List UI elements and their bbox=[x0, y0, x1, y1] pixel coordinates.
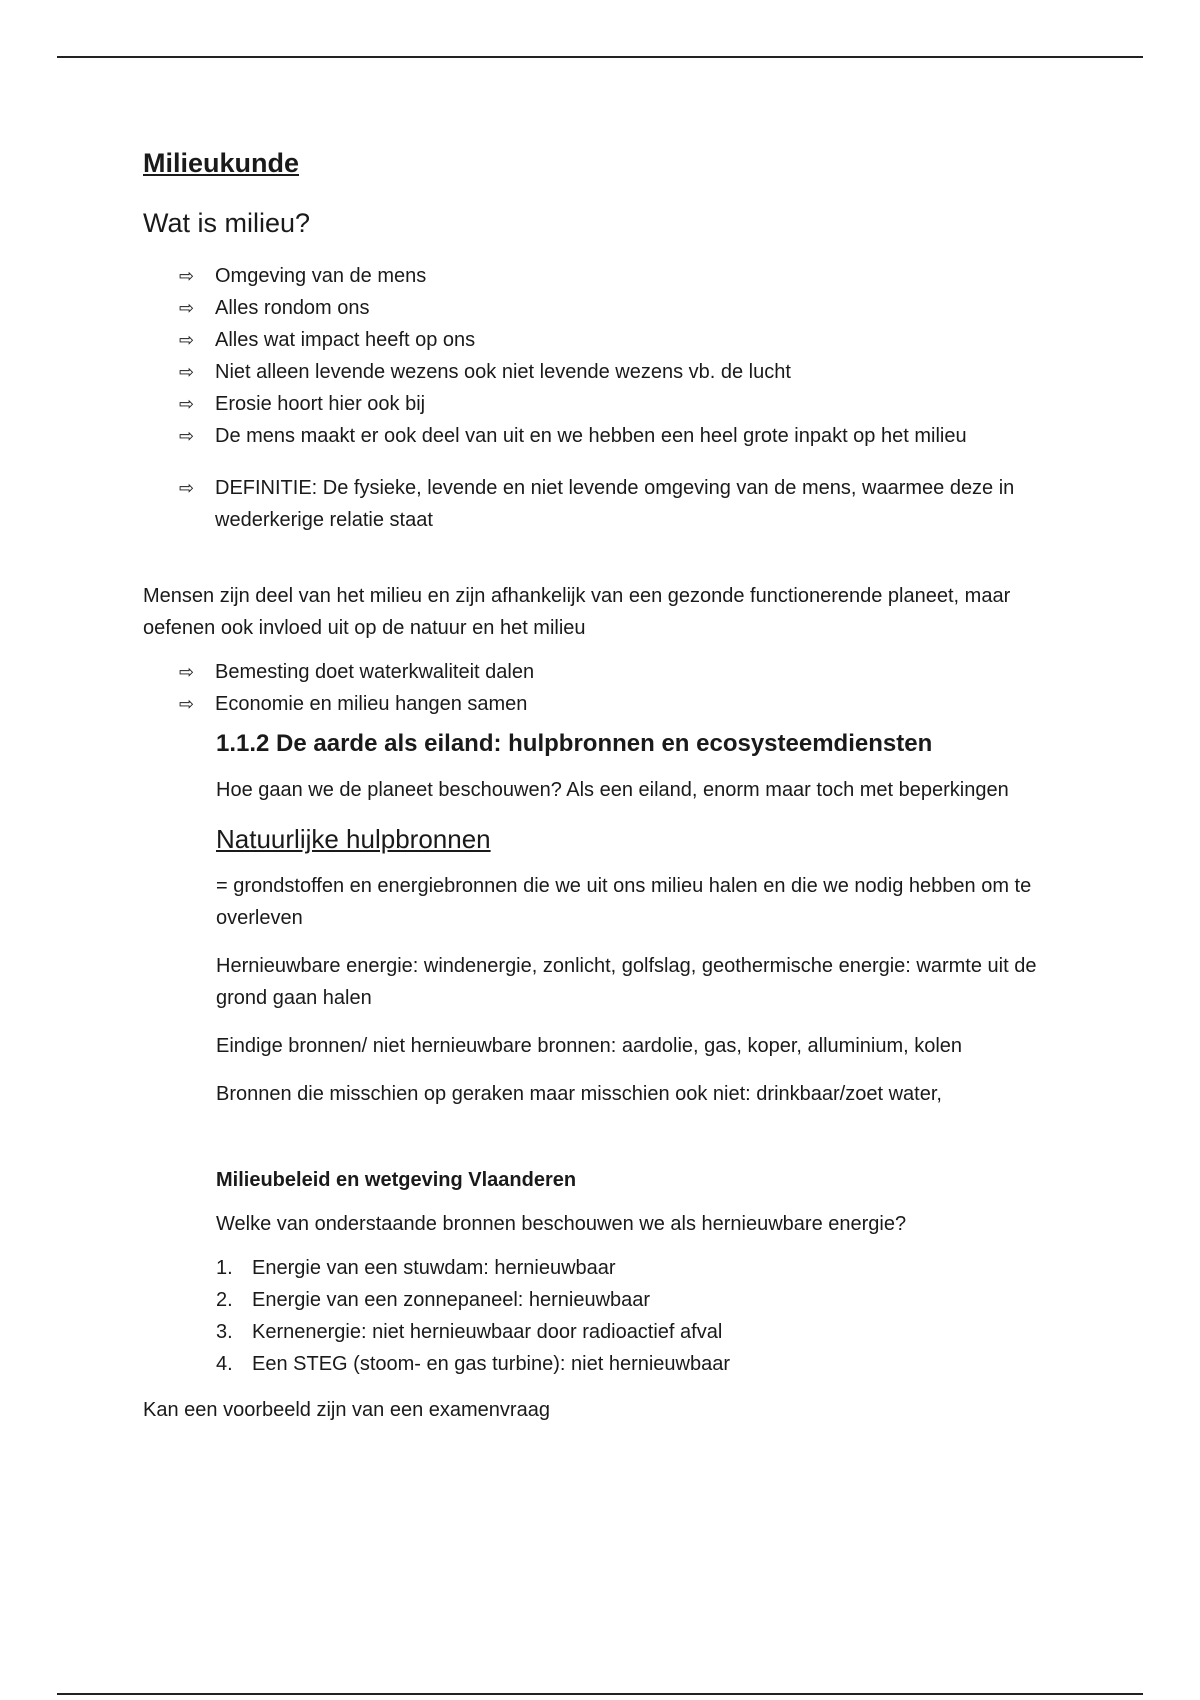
policy-question: Welke van onderstaande bronnen beschouwen we als hernieuwbare energie? bbox=[216, 1213, 907, 1235]
list-item: ⇨ Niet alleen levende wezens ook niet levende wezens vb. de lucht bbox=[215, 356, 1083, 388]
arrow-icon: ⇨ bbox=[179, 662, 195, 682]
arrow-icon: ⇨ bbox=[179, 478, 195, 498]
arrow-icon: ⇨ bbox=[179, 330, 195, 350]
arrow-icon: ⇨ bbox=[179, 694, 195, 714]
finite-paragraph: Eindige bronnen/ niet hernieuwbare bronnen: aardolie, gas, koper, alluminium, kolen bbox=[216, 1035, 963, 1057]
arrow-icon: ⇨ bbox=[179, 362, 195, 382]
policy-heading: Milieubeleid en wetgeving Vlaanderen bbox=[216, 1169, 577, 1191]
list-item: ⇨ Bemesting doet waterkwaliteit dalen bbox=[215, 656, 1083, 688]
document-title: Milieukunde bbox=[143, 148, 300, 178]
section-paragraph: Hoe gaan we de planeet beschouwen? Als een eiland, enorm maar toch met beperkingen bbox=[216, 779, 1009, 801]
intro-heading: Wat is milieu? bbox=[143, 208, 311, 238]
renewable-paragraph: Hernieuwbare energie: windenergie, zonlicht, golfslag, geothermische energie: warmte uit de grond gaan halen bbox=[216, 955, 1037, 1009]
list-item: ⇨ De mens maakt er ook deel van uit en we hebben een heel grote inpakt op het milieu bbox=[215, 420, 1083, 452]
resources-definition: = grondstoffen en energiebronnen die we uit ons milieu halen en die we nodig hebben om te overleven bbox=[216, 875, 1032, 929]
arrow-icon: ⇨ bbox=[179, 266, 195, 286]
list-item: 4. Een STEG (stoom- en gas turbine): niet hernieuwbaar bbox=[216, 1353, 731, 1375]
list-item: ⇨ Erosie hoort hier ook bij bbox=[215, 388, 1083, 420]
dependency-paragraph: Mensen zijn deel van het milieu en zijn afhankelijk van een gezonde functionerende planeet, maar oefenen ook invloed uit op de natuur en het milieu bbox=[143, 585, 1011, 639]
arrow-icon: ⇨ bbox=[179, 298, 195, 318]
list-item: 3. Kernenergie: niet hernieuwbaar door radioactief afval bbox=[216, 1321, 723, 1343]
section-heading-112: 1.1.2 De aarde als eiland: hulpbronnen en ecosysteemdiensten bbox=[216, 730, 933, 757]
maybe-paragraph: Bronnen die misschien op geraken maar misschien ook niet: drinkbaar/zoet water, bbox=[216, 1083, 942, 1105]
dependency-bullet-list bbox=[143, 656, 1083, 720]
list-item: ⇨ Alles rondom ons bbox=[215, 292, 1083, 324]
list-item: ⇨ Omgeving van de mens bbox=[215, 260, 1083, 292]
resources-heading: Natuurlijke hulpbronnen bbox=[216, 824, 491, 854]
document-page bbox=[143, 146, 1083, 1426]
list-item: ⇨ Economie en milieu hangen samen bbox=[215, 688, 1083, 720]
list-item: 2. Energie van een zonnepaneel: hernieuwbaar bbox=[216, 1289, 651, 1311]
intro-bullet-list bbox=[143, 260, 1083, 536]
list-item: ⇨ Alles wat impact heeft op ons bbox=[215, 324, 1083, 356]
list-item: 1. Energie van een stuwdam: hernieuwbaar bbox=[216, 1257, 616, 1279]
definition-item: ⇨ DEFINITIE: De fysieke, levende en niet levende omgeving van de mens, waarmee deze in wederkerige relatie staat bbox=[215, 472, 1083, 536]
header-rule bbox=[57, 56, 1143, 58]
policy-numbered-list bbox=[216, 1252, 1083, 1380]
outro-paragraph: Kan een voorbeeld zijn van een examenvraag bbox=[143, 1399, 550, 1421]
arrow-icon: ⇨ bbox=[179, 426, 195, 446]
arrow-icon: ⇨ bbox=[179, 394, 195, 414]
indented-section bbox=[143, 728, 1083, 1380]
footer-rule bbox=[57, 1693, 1143, 1695]
